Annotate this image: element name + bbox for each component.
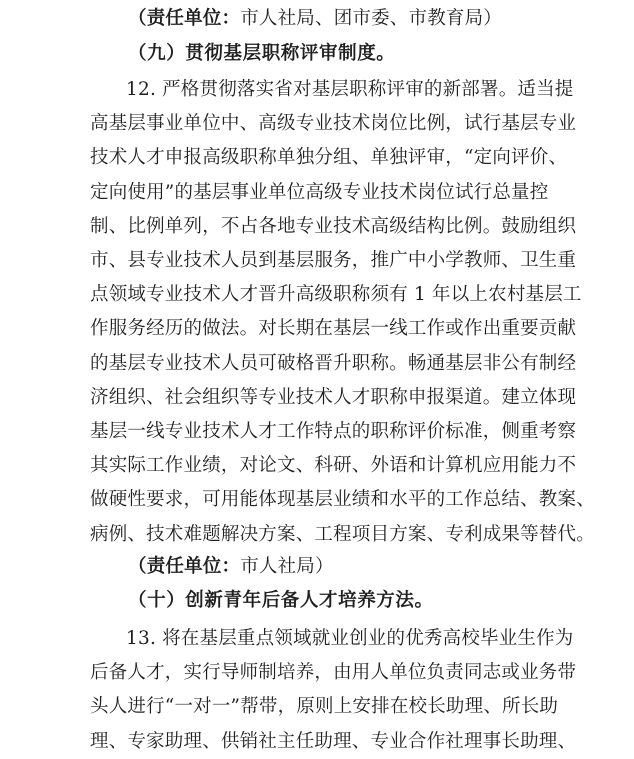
paragraph-line: 的基层专业技术人员可破格晋升职称。畅通基层非公有制经 — [90, 352, 577, 374]
paragraph-line: 点领域专业技术人才晋升高级职称须有 1 年以上农村基层工 — [90, 284, 582, 306]
paragraph-line: 济组织、社会组织等专业技术人才职称申报渠道。建立体现 — [90, 386, 577, 408]
responsible-units-value: 市人社局） — [240, 556, 334, 577]
responsible-units-label: （责任单位： — [128, 8, 241, 29]
responsible-units-label: （责任单位： — [128, 556, 241, 577]
section-heading-10: （十）创新青年后备人才培养方法。 — [128, 590, 434, 611]
responsible-units-line-2 — [128, 550, 334, 584]
paragraph-line: 其实际工作业绩，对论文、科研、外语和计算机应用能力不 — [90, 455, 577, 477]
paragraph-line: 12. 严格贯彻落实省对基层职称评审的新部署。适当提 — [126, 79, 574, 100]
paragraph-line: 基层一线专业技术人才工作特点的职称评价标准，侧重考察 — [90, 421, 577, 442]
paragraph-line: 13. 将在基层重点领域就业创业的优秀高校毕业生作为 — [126, 628, 574, 649]
paragraph-line: 头人进行“一对一”帮带，原则上安排在校长助理、所长助 — [90, 696, 559, 718]
paragraph-line: 市、县专业技术人员到基层服务，推广中小学教师、卫生重 — [90, 250, 577, 271]
paragraph-line: 病例、技术难题解决方案、工程项目方案、专利成果等替代。 — [90, 523, 595, 545]
responsible-units-line — [128, 2, 502, 36]
paragraph-line: 作服务经历的做法。对长期在基层一线工作或作出重要贡献 — [90, 318, 577, 340]
paragraph-line: 制、比例单列，不占各地专业技术高级结构比例。鼓励组织 — [90, 215, 577, 237]
paragraph-line: 做硬性要求，可用能体现基层业绩和水平的工作总结、教案、 — [90, 489, 595, 511]
paragraph-line: 理、专家助理、供销社主任助理、专业合作社理事长助理、 — [90, 730, 577, 752]
responsible-units-value: 市人社局、团市委、市教育局） — [240, 8, 503, 29]
paragraph-line: 定向使用”的基层事业单位高级专业技术岗位试行总量控 — [90, 181, 549, 203]
paragraph-line: 高基层事业单位中、高级专业技术岗位比例，试行基层专业 — [90, 113, 577, 135]
paragraph-line: 后备人才，实行导师制培养，由用人单位负责同志或业务带 — [90, 662, 577, 684]
section-heading-9: （九）贯彻基层职称评审制度。 — [128, 43, 396, 64]
paragraph-line: 技术人才申报高级职称单独分组、单独评审，“定向评价、 — [90, 147, 568, 169]
